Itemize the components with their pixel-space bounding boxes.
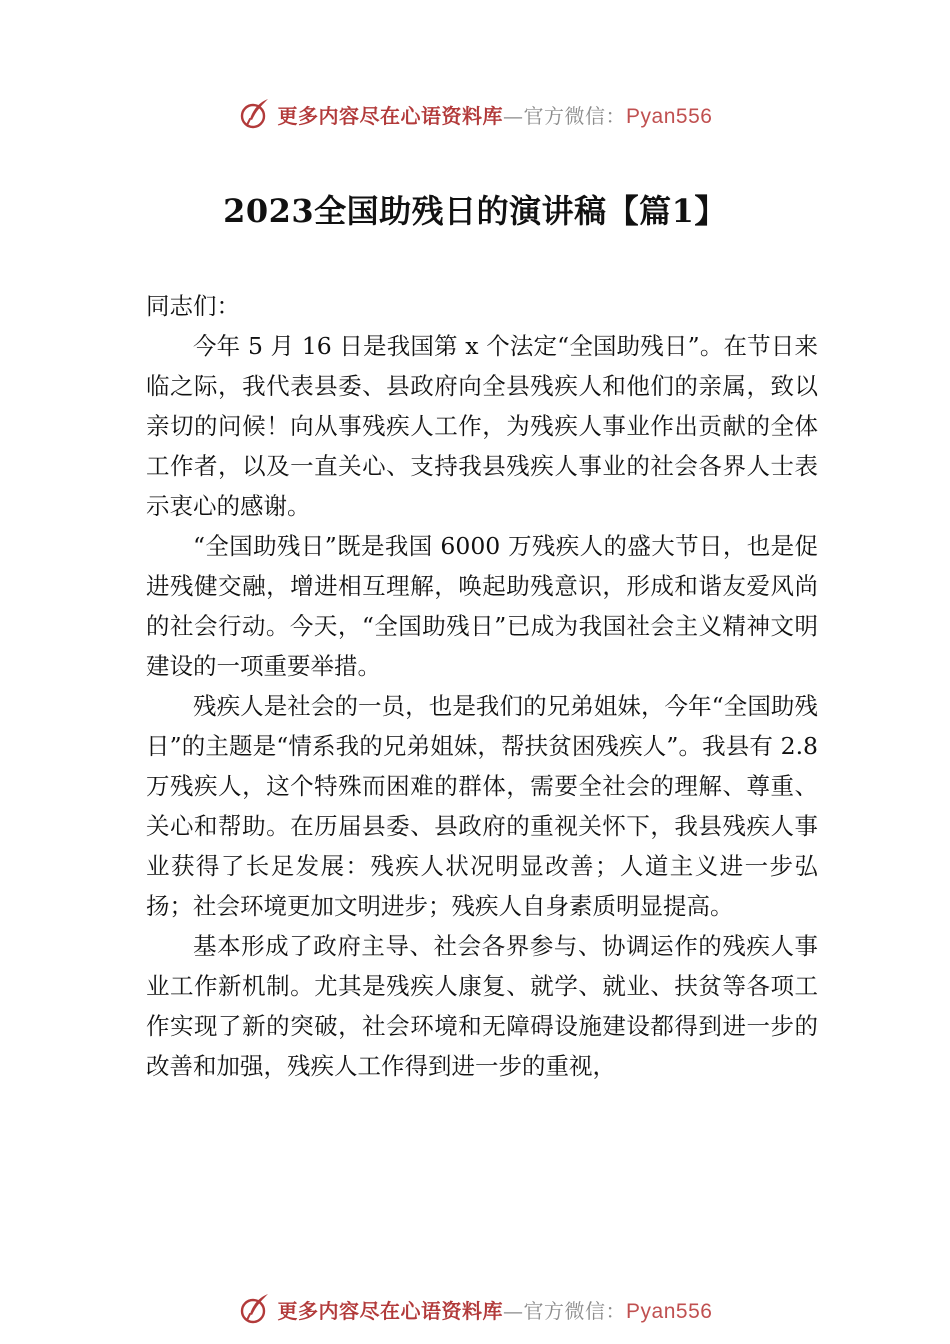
header-watermark — [0, 92, 950, 136]
salutation: 同志们： — [146, 292, 240, 320]
paragraph: 今年 5 月 16 日是我国第 x 个法定“全国助残日”。在节日来临之际，我代表县委、县政府向全县残疾人和他们的亲属，致以亲切的问候！向从事残疾人工作，为残疾人事业作出贡献的全体工作者，以及一直关心、支持我县残疾人事业的社会各界人士表示衷心的感谢。 — [146, 332, 818, 520]
watermark-wechat-id: Pyan556 — [626, 104, 713, 128]
watermark-wechat-id: Pyan556 — [626, 1299, 713, 1323]
paragraph: 残疾人是社会的一员，也是我们的兄弟姐妹，今年“全国助残日”的主题是“情系我的兄弟姐妹，帮扶贫困残疾人”。我县有 2.8 万残疾人，这个特殊而困难的群体，需要全社会的理解、尊重、关心和帮助。在历届县委、县政府的重视关怀下，我县残疾人事业获得了长足发展：残疾人状况明显改善；人道主义进一步弘扬；社会环境更加文明进步；残疾人自身素质明显提高。 — [146, 692, 818, 920]
document-title: 2023全国助残日的演讲稿【篇1】 — [223, 192, 727, 230]
watermark-brand: 更多内容尽在心语资料库 — [277, 1298, 504, 1323]
watermark-separator: — — [503, 1298, 524, 1323]
document-body — [146, 286, 818, 1086]
feather-pen-logo-icon — [238, 1292, 272, 1326]
footer-watermark — [0, 1287, 950, 1331]
paragraph: 基本形成了政府主导、社会各界参与、协调运作的残疾人事业工作新机制。尤其是残疾人康复、就学、就业、扶贫等各项工作实现了新的突破，社会环境和无障碍设施建设都得到进一步的改善和加强，残疾人工作得到进一步的重视， — [146, 932, 818, 1080]
watermark-separator: — — [503, 103, 524, 128]
watermark-label: 官方微信： — [523, 1298, 627, 1323]
watermark-label: 官方微信： — [523, 103, 627, 128]
watermark-brand: 更多内容尽在心语资料库 — [277, 103, 504, 128]
paragraph: “全国助残日”既是我国 6000 万残疾人的盛大节日，也是促进残健交融，增进相互理解，唤起助残意识，形成和谐友爱风尚的社会行动。今天，“全国助残日”已成为我国社会主义精神文明建设的一项重要举措。 — [146, 532, 818, 680]
feather-pen-logo-icon — [238, 97, 272, 131]
